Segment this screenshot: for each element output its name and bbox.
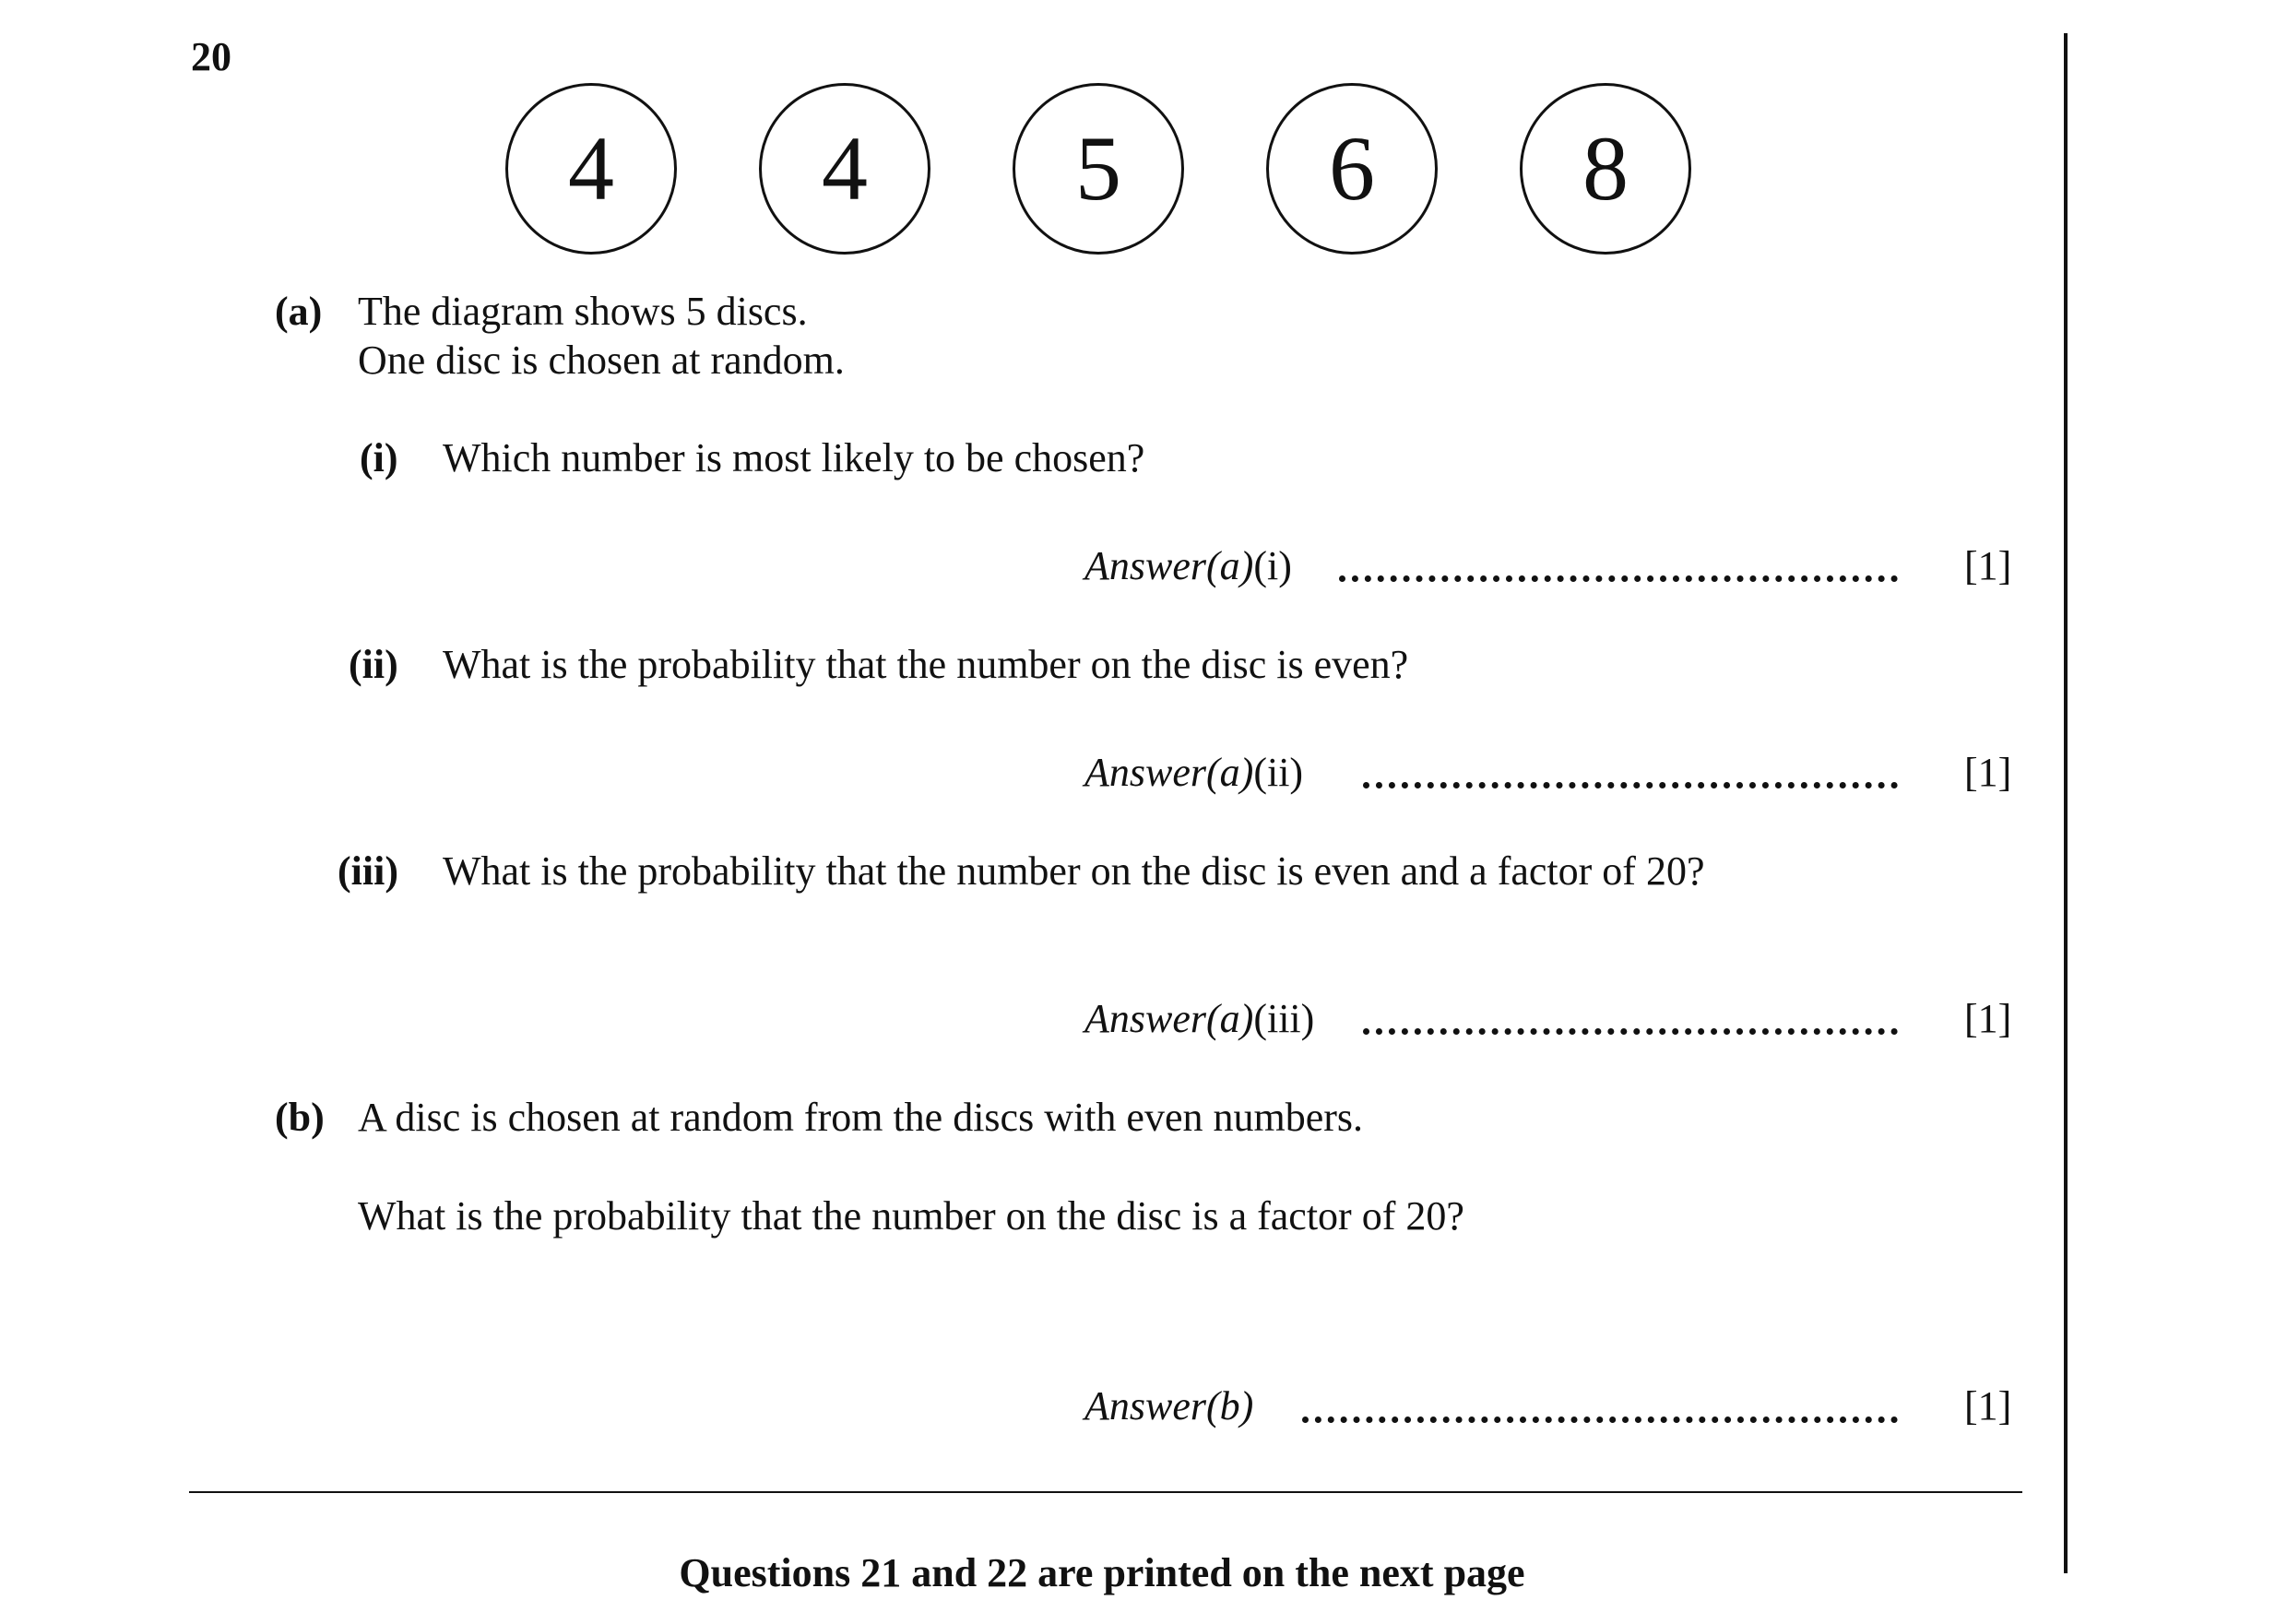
- part-a-label: (a): [275, 289, 323, 334]
- answer-b-line[interactable]: [1302, 1417, 1898, 1423]
- answer-a-iii-label: [1084, 996, 1315, 1041]
- marks-a-i: [1]: [1964, 543, 2012, 588]
- part-a-iii-label: (iii): [338, 848, 398, 894]
- marks-a-ii: [1]: [1964, 750, 2012, 795]
- answer-a-iii-line[interactable]: [1363, 1028, 1898, 1035]
- answer-suffix: (iii): [1253, 996, 1315, 1041]
- disc-3: 5: [1013, 83, 1184, 255]
- part-a-line2: One disc is chosen at random.: [358, 338, 845, 383]
- question-number: 20: [191, 34, 231, 79]
- answer-a-i-label: [1084, 543, 1292, 588]
- answer-prefix: Answer(a): [1084, 543, 1254, 588]
- answer-a-ii-label: [1084, 750, 1304, 795]
- answer-suffix: (i): [1253, 543, 1292, 588]
- answer-a-i-line[interactable]: [1339, 575, 1898, 582]
- answer-prefix: Answer(a): [1084, 996, 1254, 1041]
- part-a-i-question: Which number is most likely to be chosen?: [443, 435, 1145, 480]
- answer-prefix: Answer(b): [1084, 1383, 1254, 1428]
- disc-2: 4: [759, 83, 930, 255]
- answer-suffix: (ii): [1253, 750, 1304, 795]
- part-a-ii-question: What is the probability that the number on the disc is even?: [443, 642, 1409, 687]
- disc-diagram: [0, 0, 2287, 277]
- part-a-ii-label: (ii): [349, 642, 398, 687]
- disc-4: 6: [1266, 83, 1438, 255]
- footer-rule: [189, 1491, 2022, 1493]
- footer-note: Questions 21 and 22 are printed on the next page: [679, 1550, 1525, 1595]
- part-a-line1: The diagram shows 5 discs.: [358, 289, 808, 334]
- part-b-line1: A disc is chosen at random from the discs with even numbers.: [358, 1095, 1364, 1140]
- disc-1: 4: [505, 83, 677, 255]
- part-a-iii-question: What is the probability that the number on the disc is even and a factor of 20?: [443, 848, 1705, 894]
- part-a-i-label: (i): [360, 435, 398, 480]
- answer-a-ii-line[interactable]: [1363, 782, 1898, 788]
- disc-5: 8: [1520, 83, 1691, 255]
- answer-prefix: Answer(a): [1084, 750, 1254, 795]
- marks-b: [1]: [1964, 1383, 2012, 1428]
- part-b-label: (b): [275, 1095, 325, 1140]
- part-b-line2: What is the probability that the number on the disc is a factor of 20?: [358, 1193, 1464, 1239]
- answer-b-label: [1084, 1383, 1254, 1428]
- marks-a-iii: [1]: [1964, 996, 2012, 1041]
